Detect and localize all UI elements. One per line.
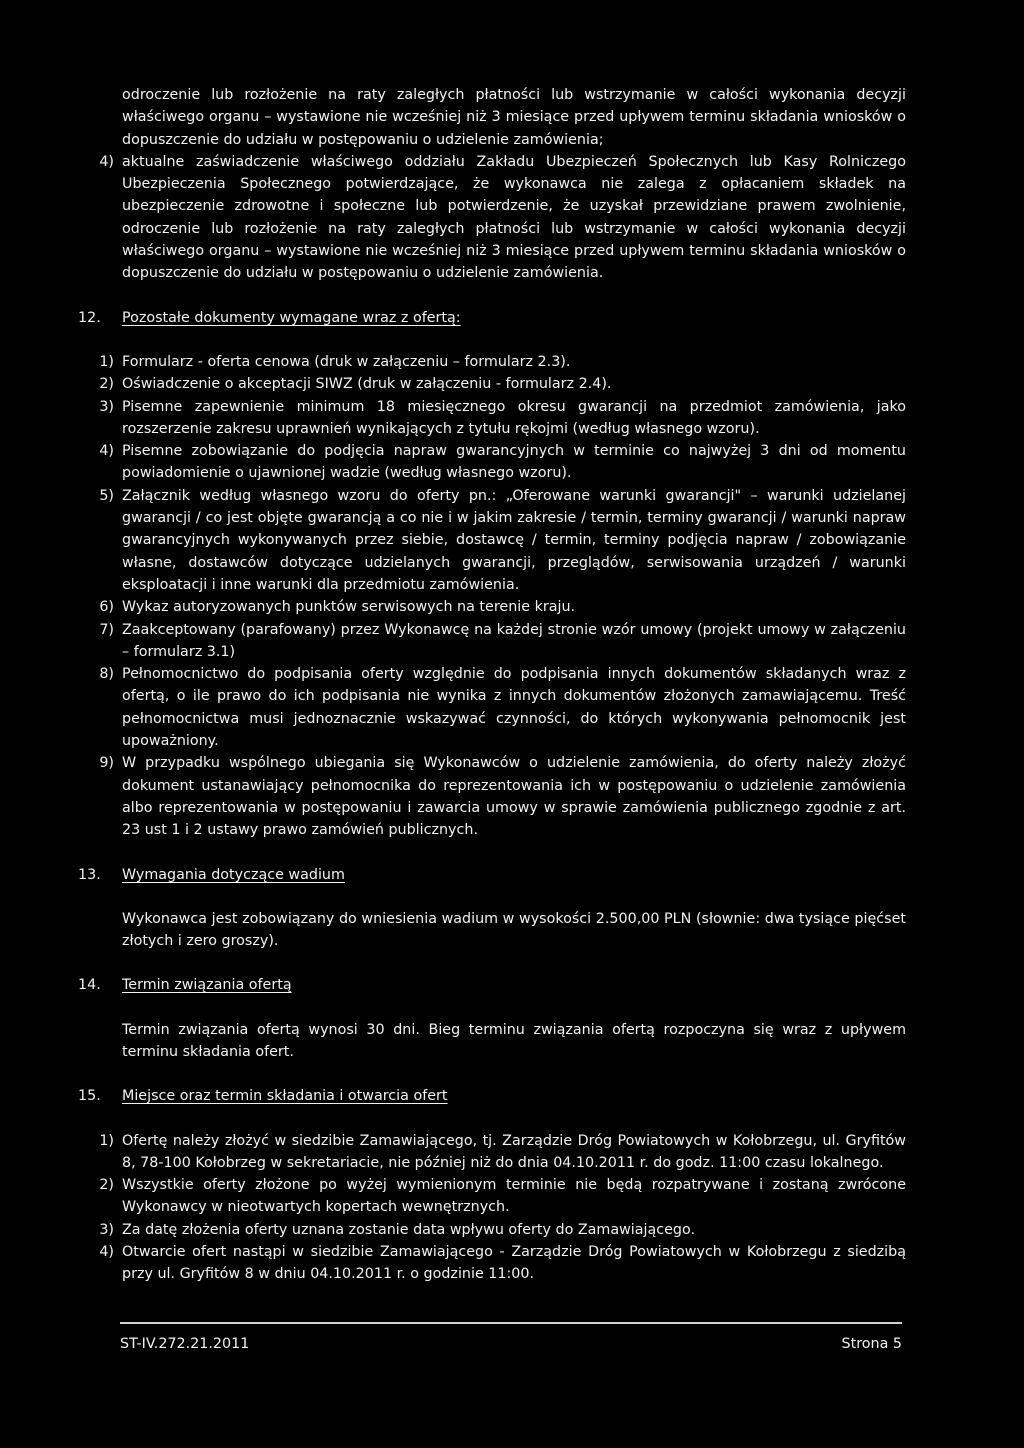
list-item-text: Wszystkie oferty złożone po wyżej wymienionym terminie nie będą rozpatrywane i zostaną zwrócone Wykonawcy w nieotwartych kopertach wewnętrznych. [122,1177,906,1216]
section-number: 15. [78,1088,101,1105]
list-item-text: Pisemne zobowiązanie do podjęcia napraw gwarancyjnych w terminie co najwyżej 3 dni od momentu powiadomienie o ujawnionej wadzie (według własnego wzoru). [122,443,906,482]
page-number: Strona 5 [841,1336,902,1352]
list-item-text: aktualne zaświadczenie właściwego oddziału Zakładu Ubezpieczeń Społecznych lub Kasy Rolniczego Ubezpieczenia Społecznego potwierdzające, że wykonawca nie zalega z opłacaniem składek na ubezpieczenie zdrowotne i społeczne lub potwierdzenie, że uzyskał przewidziane prawem zwolnienie, odroczenie lub rozłożenie na raty zaległych płatności lub wstrzymanie w całości wykonania decyzji właściwego organu – wystawione nie wcześniej niż 3 miesiące przed upływem terminu składania wniosków o dopuszczenie do udziału w postępowaniu o udzielenie zamówienia. [122,153,906,282]
list-item-text: Pisemne zapewnienie minimum 18 miesięcznego okresu gwarancji na przedmiot zamówienia, jako rozszerzenie zakresu uprawnień wynikających z tytułu rękojmi (według własnego wzoru). [122,398,906,437]
section-title: Wymagania dotyczące wadium [122,866,345,883]
list-item [84,619,906,664]
section-12-list [84,351,906,842]
list-number: 1) [99,353,114,370]
list-number: 1) [99,1132,114,1149]
section-15-list [84,1130,906,1286]
list-item [84,1174,906,1219]
list-item [84,440,906,485]
section-12-heading [78,307,906,329]
list-item [84,596,906,618]
section-13-heading [78,864,906,886]
list-item [84,1241,906,1286]
list-item [84,1219,906,1241]
list-number: 3) [99,398,114,415]
list-item [84,485,906,596]
list-item-text: Zaakceptowany (parafowany) przez Wykonawcę na każdej stronie wzór umowy (projekt umowy w załączeniu – formularz 3.1) [122,621,906,660]
list-number: 3) [99,1221,114,1238]
list-item [84,1130,906,1175]
list-item-text: Pełnomocnictwo do podpisania oferty względnie do podpisania innych dokumentów składanych wraz z ofertą, o ile prawo do ich podpisania nie wynika z innych dokumentów złożonych zamawiającemu. Treść pełnomocnictwa musi jednoznacznie wskazywać czynności, do których wykonywania pełnomocnik jest upoważniony. [122,666,906,750]
list-number: 2) [99,376,114,393]
list-item [84,351,906,373]
section-number: 13. [78,866,101,883]
list-number: 5) [99,487,114,504]
section-number: 14. [78,977,101,994]
list-number: 9) [99,755,114,772]
list-item [84,373,906,395]
section-title: Termin związania ofertą [122,977,292,994]
list-item-text: Otwarcie ofert nastąpi w siedzibie Zamawiającego - Zarządzie Dróg Powiatowych w Kołobrzegu z siedzibą przy ul. Gryfitów 8 w dniu 04.10.2011 r. o godzinie 11:00. [122,1244,906,1283]
list-number: 4) [99,1244,114,1261]
list-item-text: W przypadku wspólnego ubiegania się Wykonawców o udzielenie zamówienia, do oferty należy złożyć dokument ustanawiający pełnomocnika do reprezentowania ich w postępowaniu o udzielenie zamówienia albo reprezentowania w postępowaniu i zawarcia umowy w sprawie zamówienia publicznego zgodnie z art. 23 ust 1 i 2 ustawy prawo zamówień publicznych. [122,755,906,839]
list-number: 6) [99,599,114,616]
list-number: 2) [99,1177,114,1194]
document-page [78,84,906,1286]
section-14-heading [78,974,906,996]
list-item-text: Załącznik według własnego wzoru do oferty pn.: „Oferowane warunki gwarancji" – warunki udzielanej gwarancji / co jest objęte gwarancją a co nie i w jakim zakresie / termin, terminy gwarancji / warunki napraw gwarancyjnych wykonywanych przez siebie, dostawcę / termin, terminy podjęcia napraw / zobowiązanie własne, dostawców dotyczące udzielanych gwarancji, przeglądów, serwisowania urządzeń / warunki eksploatacji i inne warunki dla przedmiotu zamówienia. [122,487,906,593]
section-title: Pozostałe dokumenty wymagane wraz z ofertą: [122,309,461,326]
document-reference: ST-IV.272.21.2011 [120,1336,250,1352]
list-item-text: Oświadczenie o akceptacji SIWZ (druk w załączeniu - formularz 2.4). [122,376,612,393]
intro-continuation-text: odroczenie lub rozłożenie na raty zaległych płatności lub wstrzymanie w całości wykonania decyzji właściwego organu – wystawione nie wcześniej niż 3 miesiące przed upływem terminu składania wniosków o dopuszczenie do udziału w postępowaniu o udzielenie zamówienia; [122,87,906,148]
list-item-text: Wykaz autoryzowanych punktów serwisowych na terenie kraju. [122,599,576,616]
list-number: 7) [99,621,114,638]
list-item [84,396,906,441]
list-item-text: Za datę złożenia oferty uznana zostanie data wpływu oferty do Zamawiającego. [122,1221,696,1238]
list-item-text: Formularz - oferta cenowa (druk w załączeniu – formularz 2.3). [122,353,571,370]
section-14-text: Termin związania ofertą wynosi 30 dni. Bieg terminu związania ofertą rozpoczyna się wraz z upływem terminu składania ofert. [122,1021,906,1060]
list-item [84,752,906,841]
list-number: 4) [99,153,114,170]
list-item-text: Ofertę należy złożyć w siedzibie Zamawiającego, tj. Zarządzie Dróg Powiatowych w Kołobrzegu, ul. Gryfitów 8, 78-100 Kołobrzeg w sekretariacie, nie później niż do dnia 04.10.2011 r. do godz. 11:00 czasu lokalnego. [122,1132,906,1171]
page-footer [120,1322,902,1352]
intro-item-4 [84,151,906,285]
list-number: 8) [99,666,114,683]
list-number: 4) [99,443,114,460]
section-15-heading [78,1085,906,1107]
section-number: 12. [78,309,101,326]
section-13-text: Wykonawca jest zobowiązany do wniesienia wadium w wysokości 2.500,00 PLN (słownie: dwa tysiące pięćset złotych i zero groszy). [122,910,906,950]
list-item [84,663,906,752]
section-title: Miejsce oraz termin składania i otwarcia ofert [122,1088,448,1105]
